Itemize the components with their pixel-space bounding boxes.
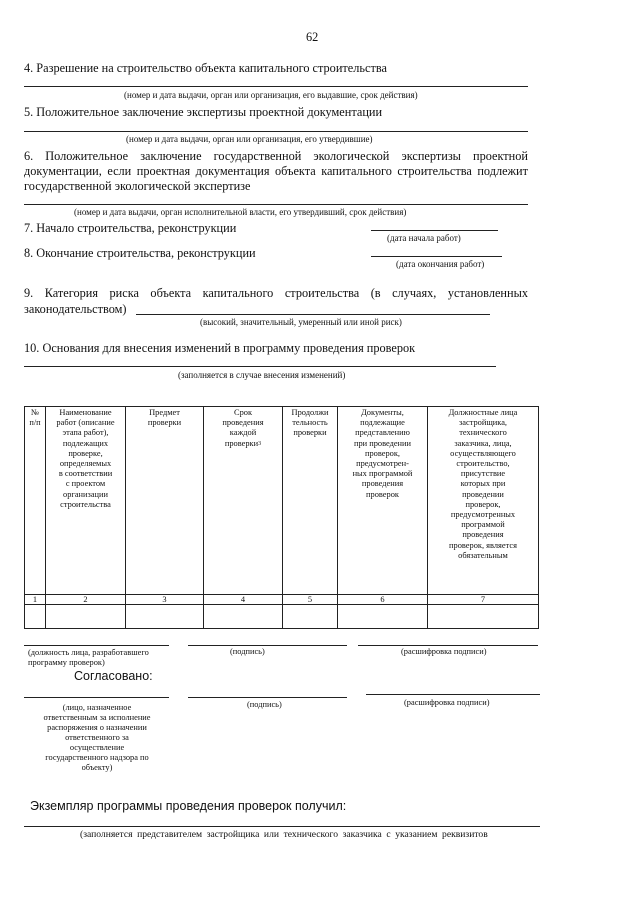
text-line: проверке, (68, 448, 103, 458)
text-line: работ (описание (56, 418, 115, 428)
item7-label: 7. Начало строительства, реконструкции (24, 221, 237, 235)
text-line: № (31, 408, 39, 417)
item8-hint: (дата окончания работ) (396, 259, 485, 269)
text-line: (лицо, назначенное (62, 703, 132, 712)
inspection-program-table (24, 406, 539, 629)
text-line: проведения (462, 530, 504, 540)
page-number: 62 (306, 30, 319, 44)
text-line: предусмотренных (450, 510, 516, 520)
sign2-decoding-caption: (расшифровка подписи) (404, 698, 490, 707)
sign1-position-caption (28, 648, 188, 668)
col-number: 2 (46, 595, 126, 605)
sign2-signature-line[interactable] (188, 697, 347, 698)
item5-hint: (номер и дата выдачи, орган или организация, его утвердившие) (126, 134, 373, 144)
table-header-row (25, 407, 539, 595)
sign1-decoding-line[interactable] (358, 645, 538, 646)
item9-fill-line[interactable] (136, 314, 490, 315)
col-number: 1 (25, 595, 46, 605)
item6-line2: документации, если проектная документация объекта капитального строительства подлежит (24, 164, 528, 178)
item6-fill-line[interactable] (24, 204, 528, 205)
item4-fill-line[interactable] (24, 86, 528, 87)
text-line: подлежащие (360, 418, 405, 428)
received-fill-line[interactable] (24, 826, 540, 827)
col-number: 6 (338, 595, 428, 605)
text-line: проверок, (465, 499, 501, 509)
text-line: проведении (462, 489, 504, 499)
text-line: проверок, (364, 448, 401, 458)
text-line: каждой (229, 428, 257, 438)
text-line: технического (459, 428, 507, 438)
text-line: предусмотрен- (356, 459, 409, 469)
sign1-decoding-caption: (расшифровка подписи) (401, 647, 487, 656)
text-line: заказчика, лица, (454, 438, 512, 448)
sign2-decoding-line[interactable] (366, 694, 540, 695)
text-line: осуществляющего (450, 448, 516, 458)
text-line: в соответствии (58, 469, 113, 479)
text-line: ответственного за (65, 733, 129, 742)
item9-line2: законодательством) (24, 302, 127, 316)
item6-line1: 6. Положительное заключение государственной экологической экспертизы проектной (24, 149, 528, 163)
col-number: 7 (428, 595, 539, 605)
item10-fill-line[interactable] (24, 366, 496, 367)
text-line: представлению (355, 428, 410, 438)
text-line: которых при (460, 479, 506, 489)
text-line: программу проверок) (28, 658, 105, 667)
item5-fill-line[interactable] (24, 131, 528, 132)
footnote-mark: 3 (258, 440, 262, 447)
empty-cell[interactable] (283, 605, 338, 629)
sign1-signature-line[interactable] (188, 645, 347, 646)
empty-cell[interactable] (46, 605, 126, 629)
col-number: 4 (204, 595, 283, 605)
sign1-signature-caption: (подпись) (230, 647, 265, 656)
item4-label: 4. Разрешение на строительство объекта капитального строительства (24, 61, 387, 75)
item6-hint: (номер и дата выдачи, орган исполнительной власти, его утвердивший, срок действия) (74, 207, 407, 217)
header-duration (283, 407, 338, 595)
item10-hint: (заполняется в случае внесения изменений) (178, 370, 346, 380)
text-line: Срок (233, 408, 253, 417)
sign1-position-line[interactable] (24, 645, 169, 646)
header-number (25, 407, 46, 595)
text-line: этапа работ), (62, 428, 109, 438)
col-number: 3 (126, 595, 204, 605)
text-line: ответственным за исполнение (43, 713, 151, 722)
text-line: проверки (147, 418, 182, 428)
text-line: Продолжи (291, 408, 329, 417)
text-line: проверок (366, 489, 399, 499)
text-line: Должностные лица (448, 408, 518, 417)
empty-cell[interactable] (126, 605, 204, 629)
text-line: подлежащих (62, 438, 109, 448)
sign2-position-caption (24, 703, 170, 773)
sign2-position-line[interactable] (24, 697, 169, 698)
text-line: при проведении (353, 438, 412, 448)
text-line: объекту) (81, 763, 113, 772)
text-line: с проектом (65, 479, 106, 489)
text-line: осуществление (69, 743, 125, 752)
text-line: организации (63, 489, 108, 499)
text-line: обязательным (458, 550, 508, 560)
received-label: Экземпляр программы проведения проверок получил: (30, 799, 347, 813)
text-line: программой (461, 520, 505, 530)
table-number-row (25, 595, 539, 605)
text-line: проверок, является (449, 540, 517, 550)
sign2-signature-caption: (подпись) (247, 700, 282, 709)
text-line: проверки$^3$ (224, 438, 262, 448)
text-line: определяемых (59, 459, 112, 469)
text-line: присутствие (460, 469, 506, 479)
text-line: Документы, (361, 408, 404, 417)
text-line: государственного надзора по (45, 753, 149, 762)
item4-hint: (номер и дата выдачи, орган или организация, его выдавшие, срок действия) (124, 90, 418, 100)
header-documents (338, 407, 428, 595)
text-line: проверки (293, 428, 327, 438)
text-line: п/п (29, 418, 41, 428)
text-line: Предмет (149, 408, 180, 417)
item7-hint: (дата начала работ) (387, 233, 461, 243)
header-subject (126, 407, 204, 595)
text-line: распоряжения о назначении (47, 723, 147, 732)
received-hint: (заполняется представителем застройщика или технического заказчика с указанием реквизитов (80, 829, 488, 840)
item8-label: 8. Окончание строительства, реконструкции (24, 246, 256, 260)
item7-fill-line[interactable] (371, 230, 498, 231)
col-number: 5 (283, 595, 338, 605)
empty-cell[interactable] (25, 605, 46, 629)
text-line: Наименование (59, 408, 112, 417)
header-work-name (46, 407, 126, 595)
empty-cell[interactable] (338, 605, 428, 629)
header-term (204, 407, 283, 595)
item10-label: 10. Основания для внесения изменений в программу проведения проверок (24, 341, 416, 355)
header-officials (428, 407, 539, 595)
text-line: строительства (60, 499, 111, 509)
empty-cell[interactable] (204, 605, 283, 629)
item8-fill-line[interactable] (371, 256, 502, 257)
empty-cell[interactable] (428, 605, 539, 629)
text-line: застройщика, (458, 418, 508, 428)
text-line: строительство, (456, 459, 510, 469)
text-line: ных программой (352, 469, 413, 479)
text-line: проведения (361, 479, 404, 489)
text-line: проведения (222, 418, 264, 428)
item5-label: 5. Положительное заключение экспертизы проектной документации (24, 105, 383, 119)
item9-line1: 9. Категория риска объекта капитального строительства (в случаях, установленных (24, 286, 528, 300)
item9-hint: (высокий, значительный, умеренный или иной риск) (200, 317, 402, 327)
text-line: тельность (292, 418, 328, 428)
agreed-label: Согласовано: (74, 669, 153, 683)
table-empty-row (25, 605, 539, 629)
item6-line3: государственной экологической экспертизе (24, 179, 251, 193)
text-line: (должность лица, разработавшего (28, 648, 149, 657)
